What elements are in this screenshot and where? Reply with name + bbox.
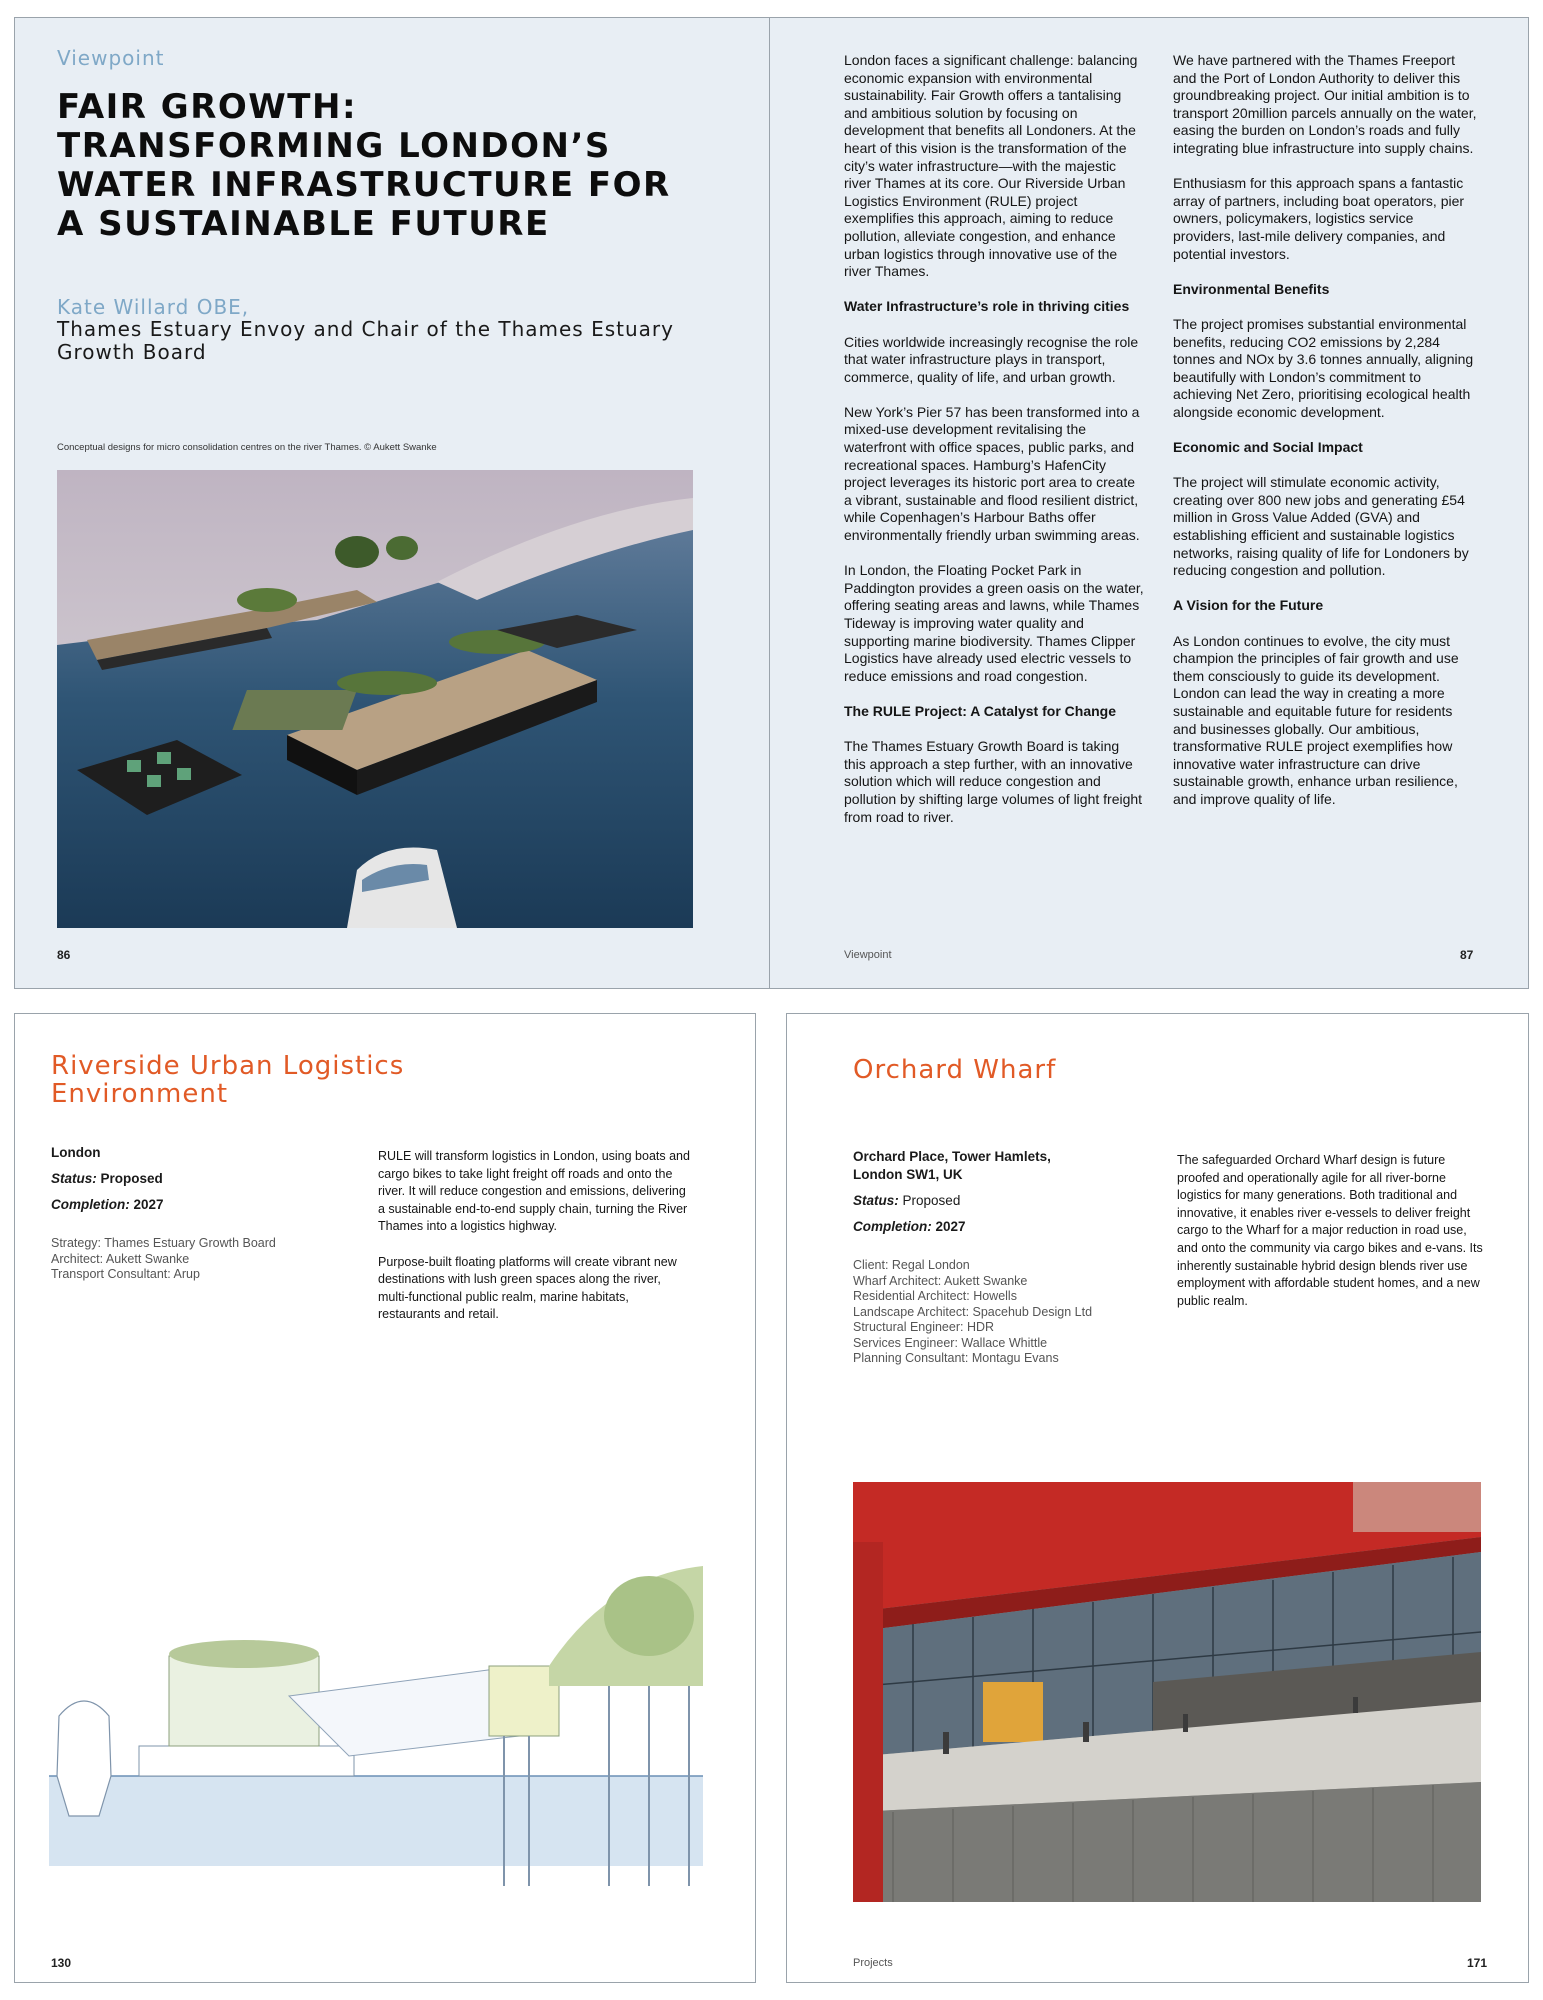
credit-line: Services Engineer: Wallace Whittle xyxy=(853,1335,1048,1350)
project-completion xyxy=(51,1196,164,1214)
project-title xyxy=(51,1052,404,1108)
status-label: Status: xyxy=(853,1193,899,1208)
article-headline: FAIR GROWTH: TRANSFORMING LONDON’S WATER INFRASTRUCTURE FOR A SUSTAINABLE FUTURE xyxy=(57,87,671,244)
description-paragraph: RULE will transform logistics in London, using boats and cargo bikes to take light freight off roads and onto the river. It will reduce congestion and emissions, delivering a sustainable end-to-end supply chain, turning the River Thames into a logistics highway. xyxy=(378,1149,690,1234)
credit-line: Wharf Architect: Aukett Swanke xyxy=(853,1273,1028,1288)
article-paragraph: As London continues to evolve, the city must champion the principles of fair growth and use them consciously to guide its development. London can lead the way in creating a more sustainable and equitable future for residents and businesses globally. Our ambitious, transformative RULE project exemplifies how innovative water infrastructure can drive sustainable growth, enhance urban resilience, and improve quality of life. xyxy=(1173,632,1459,807)
credit-line: Transport Consultant: Arup xyxy=(51,1267,200,1281)
completion-label: Completion: xyxy=(853,1219,932,1234)
article-paragraph: The Thames Estuary Growth Board is taking this approach a step further, with an innovative solution which will reduce congestion and pollution by shifting large volumes of light freight from road to river. xyxy=(844,738,1143,825)
floating-platform-render xyxy=(57,470,693,928)
project-status xyxy=(853,1192,1051,1210)
project-page-171 xyxy=(786,1013,1529,1983)
completion-value: 2027 xyxy=(935,1219,966,1234)
article-subheading: Economic and Social Impact xyxy=(1173,439,1363,456)
section-sketch xyxy=(49,1556,703,1951)
article-subheading: The RULE Project: A Catalyst for Change xyxy=(844,702,1117,719)
project-description xyxy=(1177,1152,1487,1328)
project-completion xyxy=(853,1218,1051,1236)
article-paragraph: New York’s Pier 57 has been transformed into a mixed-use development revitalising the waterfront with office spaces, public parks, and recreational spaces. Hamburg’s HafenCity project leverages its historic port area to create a vibrant, sustainable and flood resilient district, while Copenhagen’s Harbour Baths offer environmentally friendly urban swimming areas. xyxy=(844,403,1140,544)
article-paragraph: The project promises substantial environmental benefits, reducing CO2 emissions by 2,284 tonnes and NOx by 3.6 tonnes annually, aligning beautifully with London’s commitment to achieving Net Zero, prioritising ecological health alongside economic development. xyxy=(1173,315,1474,420)
completion-value: 2027 xyxy=(133,1197,164,1212)
description-paragraph: The safeguarded Orchard Wharf design is future proofed and operationally agile for all river-borne logistics for many generations. Both traditional and innovative, it enables river e-vessels to deliver freight cargo to the Wharf for a major reduction in road use, and onto the community via cargo bikes and e-vans. Its inherently sustainable hybrid design blends river use employment with affordable student homes, and a new public realm. xyxy=(1177,1153,1483,1308)
project-description xyxy=(378,1148,690,1342)
floating-platform-illustration xyxy=(57,470,693,928)
magazine-spread xyxy=(14,17,1529,989)
page-number-87: 87 xyxy=(1460,948,1474,962)
credit-line: Landscape Architect: Spacehub Design Ltd xyxy=(853,1304,1093,1319)
wharf-illustration xyxy=(853,1482,1481,1902)
article-subheading: A Vision for the Future xyxy=(1173,597,1324,614)
completion-label: Completion: xyxy=(51,1197,130,1212)
credit-line: Architect: Aukett Swanke xyxy=(51,1251,190,1266)
credit-line: Client: Regal London xyxy=(853,1258,970,1272)
credit-line: Residential Architect: Howells xyxy=(853,1289,1017,1303)
page-86 xyxy=(15,18,769,988)
project-location-line-2: London SW1, UK xyxy=(853,1167,963,1182)
project-meta xyxy=(51,1144,164,1214)
article-subheading: Water Infrastructure’s role in thriving cities xyxy=(844,298,1130,315)
project-status xyxy=(51,1170,164,1188)
project-location-line-1: Orchard Place, Tower Hamlets, xyxy=(853,1149,1051,1164)
project-title-line-2: Environment xyxy=(51,1079,229,1109)
photo-caption: Conceptual designs for micro consolidation centres on the river Thames. © Aukett Swanke xyxy=(57,442,437,453)
page-number-86: 86 xyxy=(57,948,71,962)
article-subheading: Environmental Benefits xyxy=(1173,280,1330,297)
credit-line: Strategy: Thames Estuary Growth Board xyxy=(51,1236,276,1250)
wharf-render xyxy=(853,1482,1481,1902)
project-title-line-1: Riverside Urban Logistics xyxy=(51,1051,405,1081)
running-footer: Projects xyxy=(853,1957,893,1969)
project-location: London xyxy=(51,1145,101,1160)
project-title: Orchard Wharf xyxy=(853,1055,1057,1085)
article-paragraph: In London, the Floating Pocket Park in Paddington provides a green oasis on the water, offering seating areas and lawns, while Thames Tideway is improving water quality and supporting marine biodiversity. Thames Clipper Logistics have already used electric vessels to reduce emissions and road congestion. xyxy=(844,562,1144,684)
article-paragraph: Enthusiasm for this approach spans a fantastic array of partners, including boat operators, pier owners, policymakers, logistics service providers, last-mile delivery companies, and potential investors. xyxy=(1173,175,1465,262)
credit-line: Structural Engineer: HDR xyxy=(853,1320,995,1334)
article-paragraph: We have partnered with the Thames Freeport and the Port of London Authority to deliver this groundbreaking project. Our initial ambition is to transport 20million parcels annually on the water, easing the burden on London’s roads and fully integrating blue infrastructure into supply chains. xyxy=(1173,52,1477,156)
description-paragraph: Purpose-built floating platforms will create vibrant new destinations with lush green spaces along the river, multi-functional public realm, marine habitats, restaurants and retail. xyxy=(378,1254,677,1322)
credit-line: Planning Consultant: Montagu Evans xyxy=(853,1351,1059,1365)
article-column-2 xyxy=(1173,52,1478,826)
page-number-130: 130 xyxy=(51,1956,72,1970)
project-page-130 xyxy=(14,1013,756,1983)
section-label: Viewpoint xyxy=(57,46,165,70)
project-credits xyxy=(51,1236,276,1283)
article-paragraph: Cities worldwide increasingly recognise the role that water infrastructure plays in transport, commerce, quality of life, and urban growth. xyxy=(844,333,1139,385)
running-footer: Viewpoint xyxy=(844,949,892,961)
project-meta xyxy=(853,1148,1051,1236)
author-name: Kate Willard OBE, xyxy=(57,295,250,319)
page-number-171: 171 xyxy=(1467,1956,1488,1970)
article-column-1 xyxy=(844,52,1144,844)
article-paragraph: London faces a significant challenge: balancing economic expansion with environmental sustainability. Fair Growth offers a tantalising and ambitious solution by focusing on development that benefits all Londoners. At the heart of this vision is the transformation of the city’s water infrastructure—with the majestic river Thames at its core. Our Riverside Urban Logistics Environment (RULE) project exemplifies this approach, aiming to reduce pollution, alleviate congestion, and enhance urban logistics through innovative use of the river Thames. xyxy=(844,52,1138,280)
status-label: Status: xyxy=(51,1171,97,1186)
status-value: Proposed xyxy=(100,1171,163,1186)
article-paragraph: The project will stimulate economic activity, creating over 800 new jobs and generating £54 million in Gross Value Added (GVA) and establishing efficient and sustainable logistics networks, raising quality of life for Londoners by reducing congestion and pollution. xyxy=(1173,474,1469,579)
status-value: Proposed xyxy=(902,1193,961,1208)
page-87 xyxy=(770,18,1530,988)
river-section-sketch xyxy=(49,1556,703,1951)
author-role: Thames Estuary Envoy and Chair of the Thames Estuary Growth Board xyxy=(57,317,674,364)
project-credits xyxy=(853,1258,1092,1367)
